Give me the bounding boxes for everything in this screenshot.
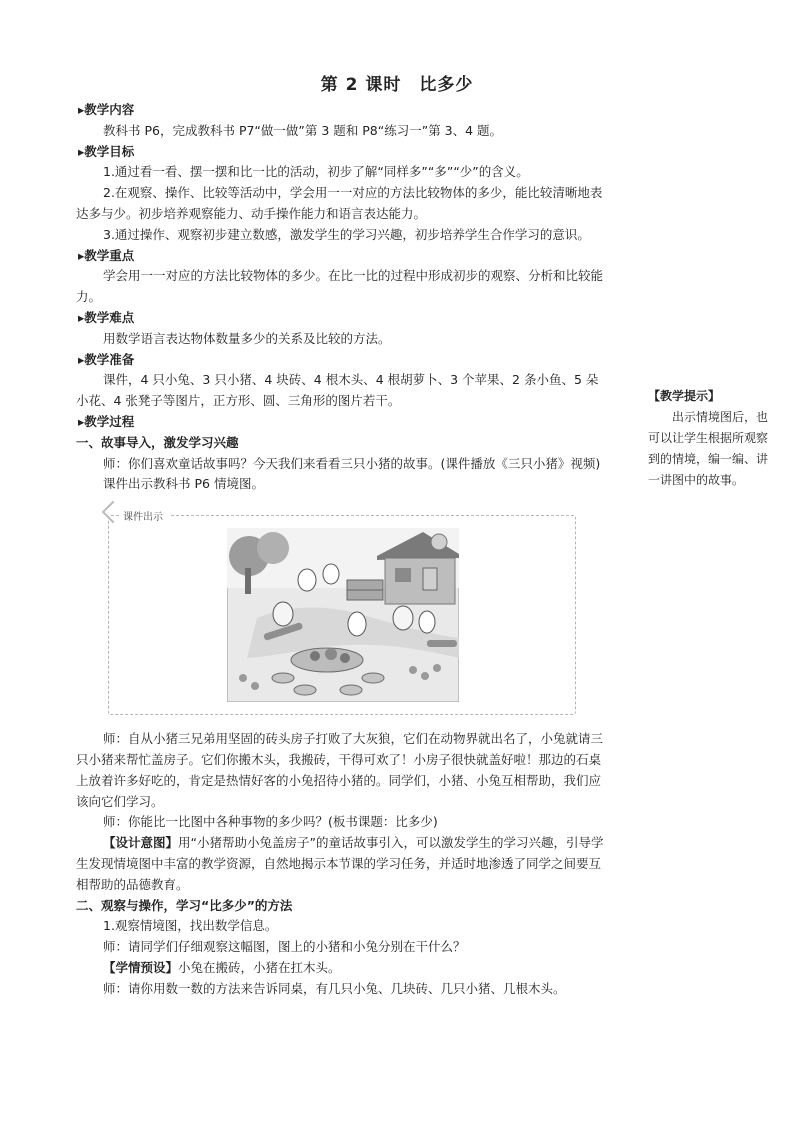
section-heading-difficulties: ▸教学难点: [78, 309, 135, 325]
design-intent-text: 用“小猪帮助小兔盖房子”的童话故事引入，可以激发学生的学习兴趣，引导学生发现情境图中丰富的教学资源，自然地揭示本节课的学习任务，并适时地渗透了同学之间要互相帮助的品德教育。: [76, 835, 604, 892]
section-heading-key-points: ▸教学重点: [78, 247, 135, 263]
scene-illustration: [227, 528, 459, 702]
part1-heading: 一、故事导入，激发学习兴趣: [76, 434, 239, 450]
section-heading-content: ▸教学内容: [78, 102, 135, 117]
difficulties-paragraph: 用数学语言表达物体数量多少的关系及比较的方法。: [103, 330, 391, 346]
preset-label: 【学情预设】: [103, 959, 179, 975]
dialogue-paragraph: 师：请同学们仔细观察这幅图，图上的小猪和小兔分别在干什么？: [103, 939, 466, 955]
teaching-tip-sidebar: [648, 386, 768, 491]
section-heading-preparation: ▸教学准备: [78, 351, 135, 367]
instruction-paragraph: 课件出示教科书 P6 情境图。: [103, 476, 264, 492]
dialogue-paragraph: 师：请你用数一数的方法来告诉同桌，有几只小兔、几块砖、几只小猪、几根木头。: [103, 980, 566, 996]
key-points-paragraph: 学会用一一对应的方法比较物体的多少。在比一比的过程中形成初步的观察、分析和比较能力。: [76, 268, 604, 305]
preparation-paragraph: 课件，4 只小兔、3 只小猪、4 块砖、4 根木头、4 根胡萝卜、3 个苹果、2 条小鱼、5 朵小花、4 张凳子等图片，正方形、圆、三角形的图片若干。: [76, 372, 599, 409]
illustration-label: 课件出示: [119, 508, 169, 529]
goal-item: 1.通过看一看、摆一摆和比一比的活动，初步了解“同样多”“多”“少”的含义。: [103, 164, 529, 180]
main-content: [76, 100, 606, 1000]
dialogue-paragraph: 师：你能比一比图中各种事物的多少吗？(板书课题：比多少): [103, 814, 438, 830]
dialogue-paragraph: 师：你们喜欢童话故事吗？今天我们来看看三只小猪的故事。(课件播放《三只小猪》视频): [103, 455, 601, 471]
part2-heading: 二、观察与操作，学习“比多少”的方法: [76, 897, 293, 913]
page-title: 第 2 课时 比多少: [320, 75, 474, 95]
goal-item: 2.在观察、操作、比较等活动中，学会用一一对应的方法比较物体的多少，能比较清晰地表达多与少。初步培养观察能力、动手操作能力和语言表达能力。: [76, 185, 603, 221]
section-heading-process: ▸教学过程: [78, 413, 135, 429]
preset-paragraph: [76, 958, 606, 979]
step-paragraph: 1.观察情境图，找出数学信息。: [103, 918, 278, 934]
content-paragraph: 教科书 P6，完成教科书 P7“做一做”第 3 题和 P8“练习一”第 3、4 题。: [103, 122, 503, 138]
goal-item: 3.通过操作、观察初步建立数感，激发学生的学习兴趣，初步培养学生合作学习的意识。: [103, 226, 590, 242]
courseware-illustration-box: [108, 512, 576, 715]
sidebar-text: 出示情境图后，也可以让学生根据所观察到的情境，编一编、讲一讲图中的故事。: [648, 410, 769, 487]
design-intent-paragraph: [76, 833, 606, 895]
design-intent-label: 【设计意图】: [103, 835, 179, 851]
story-paragraph: 师：自从小猪三兄弟用坚固的砖头房子打败了大灰狼，它们在动物界就出名了，小兔就请三只小猪来帮忙盖房子。它们你搬木头，我搬砖，干得可欢了！小房子很快就盖好啦！那边的石桌上放着许多好吃的，肯定是热情好客的小兔招待小猪的。同学们，小猪、小兔互相帮助，我们应该向它们学习。: [76, 731, 604, 809]
section-heading-goals: ▸教学目标: [78, 143, 135, 159]
preset-text: 小兔在搬砖，小猪在扛木头。: [178, 959, 341, 975]
sidebar-title: 【教学提示】: [648, 389, 721, 403]
